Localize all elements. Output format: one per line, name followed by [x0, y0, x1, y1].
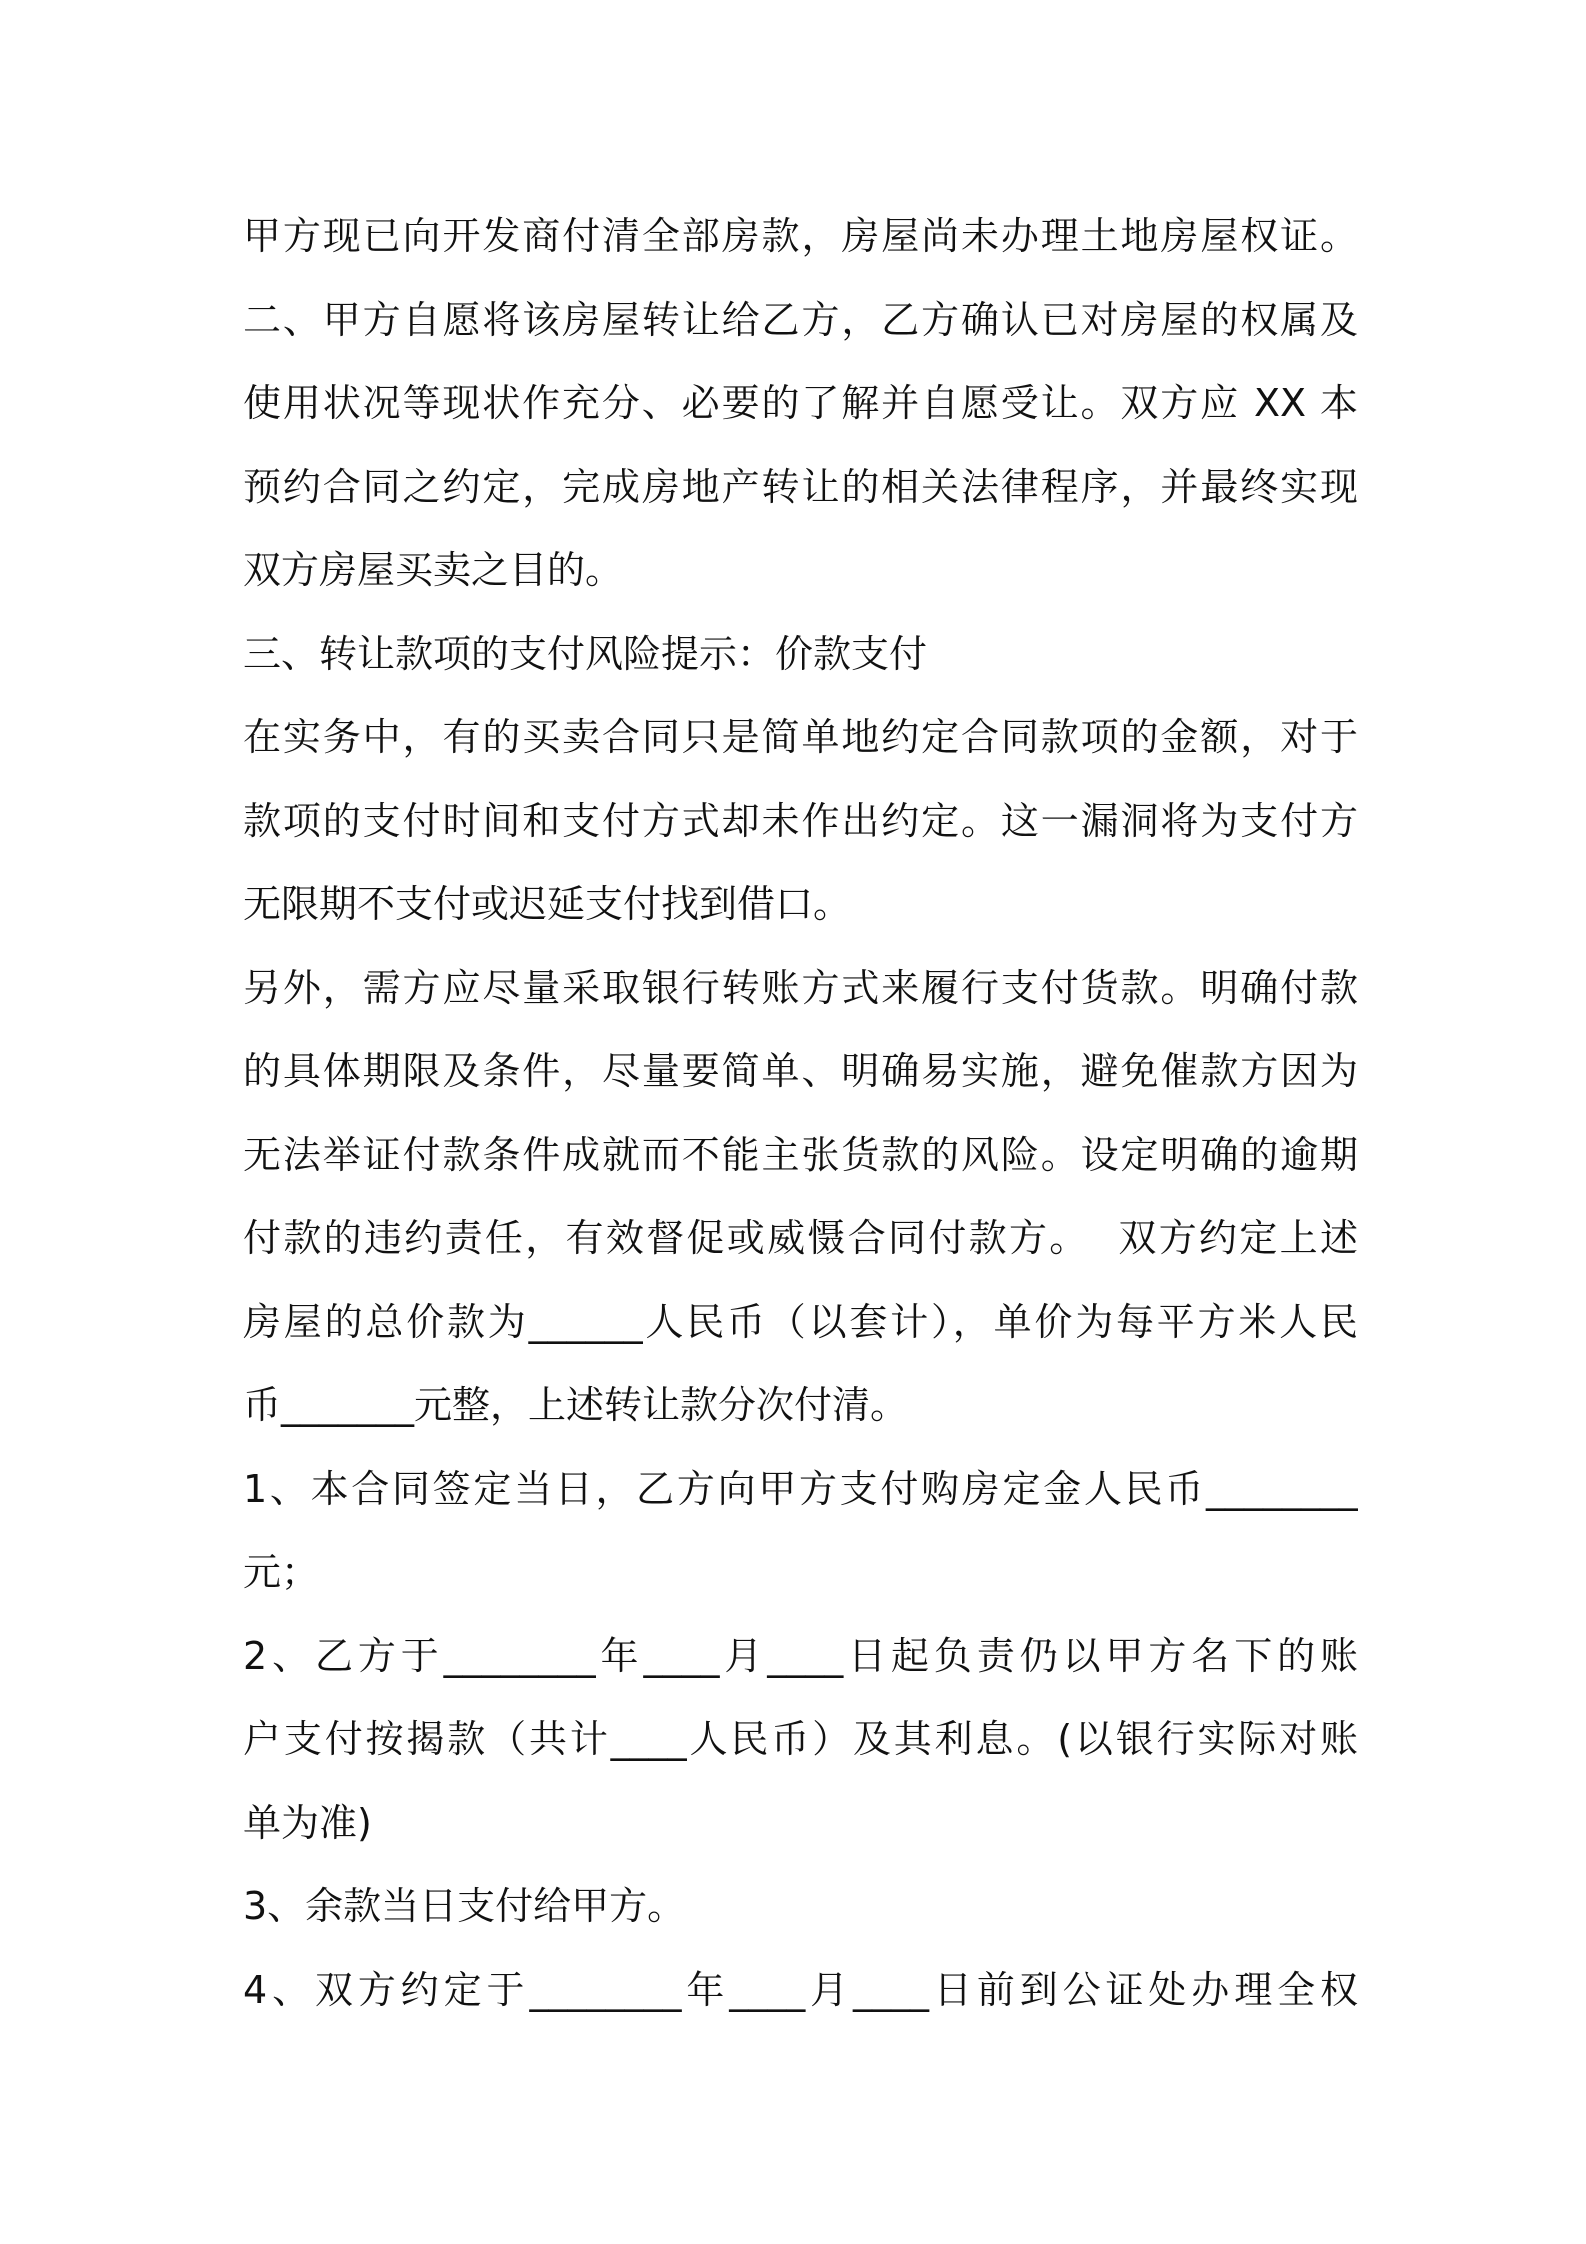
- text-line: 无限期不支付或迟延支付找到借口。: [243, 882, 852, 926]
- contract-text: [243, 195, 1358, 2032]
- text-line: 使用状况等现状作充分、必要的了解并自愿受让。双方应 XX 本: [243, 381, 1358, 425]
- text-line: 双方房屋买卖之目的。: [243, 548, 624, 592]
- text-line: 无法举证付款条件成就而不能主张货款的风险。设定明确的逾期: [243, 1132, 1358, 1177]
- text-line: 在实务中，有的买卖合同只是简单地约定合同款项的金额，对于: [243, 715, 1358, 759]
- text-line: 付款的违约责任，有效督促或威慑合同付款方。 双方约定上述: [243, 1216, 1358, 1260]
- text-line: 款项的支付时间和支付方式却未作出约定。这一漏洞将为支付方: [243, 798, 1358, 843]
- text-line: 预约合同之约定，完成房地产转让的相关法律程序，并最终实现: [243, 464, 1358, 509]
- text-line: 二、甲方自愿将该房屋转让给乙方，乙方确认已对房屋的权属及: [243, 297, 1358, 342]
- text-line: 1、本合同签定当日，乙方向甲方支付购房定金人民币________: [243, 1466, 1358, 1511]
- text-line: 另外，需方应尽量采取银行转账方式来履行支付货款。明确付款: [243, 965, 1358, 1010]
- text-line: 2、乙方于________年____月____日起负责仍以甲方名下的账: [243, 1633, 1358, 1678]
- section-heading: 三、转让款项的支付风险提示：价款支付: [243, 631, 928, 676]
- text-line: 的具体期限及条件，尽量要简单、明确易实施，避免催款方因为: [243, 1049, 1358, 1093]
- text-line: 3、余款当日支付给甲方。: [243, 1884, 686, 1928]
- text-line: 甲方现已向开发商付清全部房款，房屋尚未办理土地房屋权证。: [243, 214, 1358, 258]
- text-line: 4、双方约定于________年____月____日前到公证处办理全权: [243, 1967, 1358, 2012]
- text-line: 单为准): [243, 1800, 372, 1845]
- text-line: 户支付按揭款（共计____人民币）及其利息。(以银行实际对账: [243, 1717, 1358, 1761]
- text-line: 元；: [243, 1550, 320, 1594]
- text-line: 房屋的总价款为______人民币（以套计），单价为每平方米人民: [243, 1299, 1358, 1344]
- text-line: 币_______元整，上述转让款分次付清。: [243, 1383, 909, 1427]
